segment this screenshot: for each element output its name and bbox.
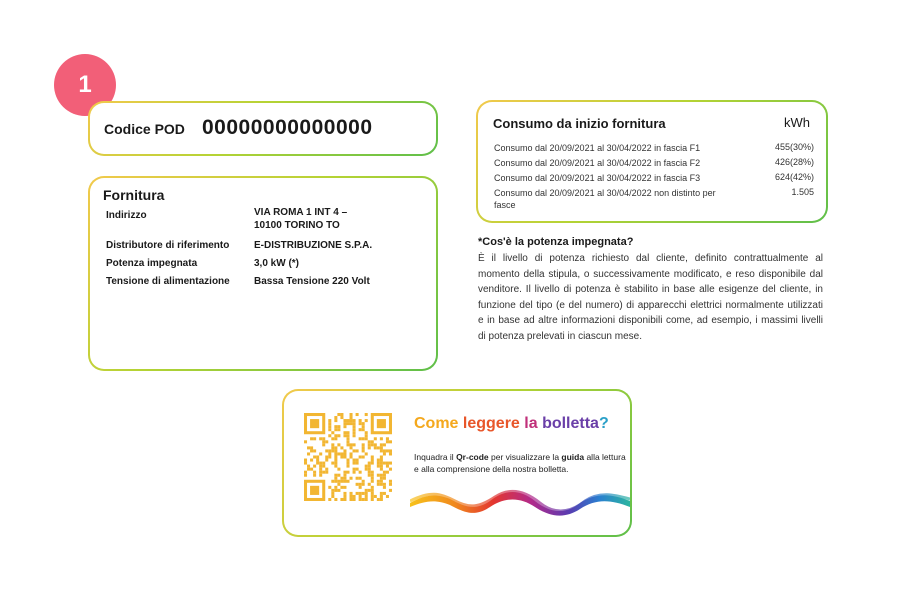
potenza-info-question: *Cos'è la potenza impegnata?	[478, 236, 634, 248]
guide-text	[414, 451, 629, 475]
consumo-row-label: Consumo dal 20/09/2021 al 30/04/2022 in fascia F1	[494, 143, 701, 153]
consumo-row-value: 426(28%)	[774, 157, 814, 167]
fornitura-card	[88, 176, 438, 371]
guide-text-part: alla lettura e alla comprensione della nostra bolletta.	[414, 452, 626, 474]
pod-card	[88, 101, 438, 156]
potenza-info	[478, 236, 823, 344]
guide-text-guida: guida	[561, 452, 585, 462]
potenza-label: Potenza impegnata	[106, 258, 198, 269]
qr-code-icon[interactable]	[304, 413, 392, 501]
consumo-unit: kWh	[784, 115, 810, 130]
tensione-value: Bassa Tensione 220 Volt	[254, 276, 370, 287]
guide-card[interactable]	[282, 389, 632, 537]
tensione-label: Tensione di alimentazione	[106, 276, 230, 287]
potenza-info-text: È il livello di potenza richiesto dal cliente, definito contrattualmente al momento della stipula, o successivamente modificato, e reso disponibile dal venditore. Il livello di potenza è stabilito in base alle esigenze del cliente, in funzione del tipo (e del numero) di apparecchi elettrici normalmente utilizzati e in base ad altre informazioni disponibili come, ad esempio, i massimi livelli di potenza prelevati in ciascun mese.	[478, 253, 823, 342]
guide-title-part: ?	[598, 415, 609, 432]
distributore-value: E-DISTRIBUZIONE S.P.A.	[254, 240, 373, 251]
guide-title-part: la	[524, 415, 543, 432]
consumo-title: Consumo da inizio fornitura	[493, 116, 666, 131]
indirizzo-value-line1: VIA ROMA 1 INT 4 –	[254, 207, 348, 218]
guide-title	[414, 415, 609, 433]
consumo-row-label: Consumo dal 20/09/2021 al 30/04/2022 non distinto per fasce	[494, 188, 716, 210]
fornitura-title: Fornitura	[103, 187, 165, 203]
pod-value: 00000000000000	[202, 116, 373, 139]
indirizzo-label: Indirizzo	[106, 210, 147, 221]
consumo-card	[476, 100, 828, 223]
guide-text-part: Inquadra il	[414, 452, 457, 462]
rainbow-wave-icon	[410, 485, 630, 521]
consumo-row-value: 1.505	[791, 187, 814, 197]
consumo-row-label: Consumo dal 20/09/2021 al 30/04/2022 in fascia F2	[494, 158, 701, 168]
guide-title-part: bolletta	[542, 415, 599, 432]
guide-text-part: per visualizzare la	[488, 452, 562, 462]
indirizzo-value-line2: 10100 TORINO TO	[254, 220, 340, 231]
potenza-value: 3,0 kW (*)	[254, 258, 300, 269]
consumo-row-value: 455(30%)	[774, 142, 814, 152]
distributore-label: Distributore di riferimento	[106, 240, 230, 251]
step-badge: 1	[54, 54, 116, 116]
consumo-row-label: Consumo dal 20/09/2021 al 30/04/2022 in fascia F3	[494, 173, 701, 183]
guide-title-part: Come	[414, 415, 463, 432]
guide-title-part: leggere	[462, 415, 525, 432]
guide-text-qr: Qr-code	[456, 452, 489, 462]
pod-label: Codice POD	[104, 121, 185, 137]
consumo-row-value: 624(42%)	[774, 172, 814, 182]
